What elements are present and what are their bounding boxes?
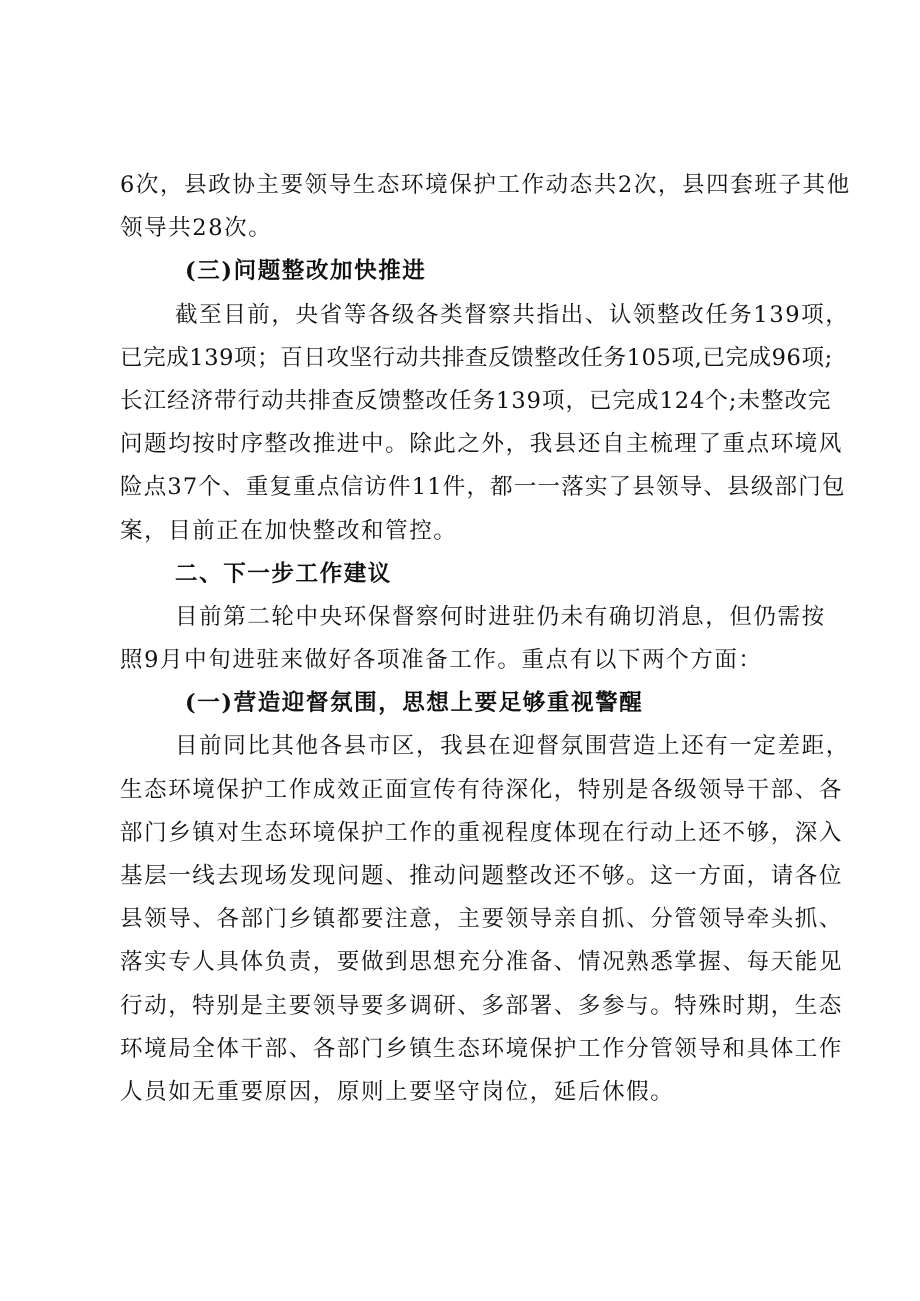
section-heading: 二、下一步工作建议: [175, 560, 392, 587]
paragraph-line: 案，目前正在加快整改和管控。: [120, 517, 458, 544]
paragraph-line: 已完成139项；百日攻坚行动共排查反馈整改任务105项,已完成96项;: [120, 344, 833, 371]
paragraph-line: 环境局全体干部、各部门乡镇生态环境保护工作分管领导和具体工作: [120, 1035, 844, 1062]
paragraph-line: 领导共28次。: [120, 215, 273, 242]
paragraph-line: 部门乡镇对生态环境保护工作的重视程度体现在行动上还不够，深入: [120, 819, 844, 846]
paragraph-line: 长江经济带行动共排查反馈整改任务139项，已完成124个;未整改完: [120, 387, 832, 414]
paragraph-line: 问题均按时序整改推进中。除此之外，我县还自主梳理了重点环境风: [120, 431, 844, 458]
paragraph-line: 目前第二轮中央环保督察何时进驻仍未有确切消息，但仍需按: [175, 603, 826, 630]
paragraph-line: 6次，县政协主要领导生态环境保护工作动态共2次，县四套班子其他: [120, 172, 851, 198]
paragraph-line: 基层一线去现场发现问题、推动问题整改还不够。这一方面，请各位: [120, 863, 844, 889]
document-body: [120, 164, 851, 1114]
paragraph-line: 落实专人具体负责，要做到思想充分准备、情况熟悉掌握、每天能见: [120, 949, 844, 976]
paragraph-line: 目前同比其他各县市区，我县在迎督氛围营造上还有一定差距，: [175, 733, 850, 760]
paragraph-line: 生态环境保护工作成效正面宣传有待深化，特别是各级领导干部、各: [120, 776, 844, 803]
paragraph-line: 险点37个、重复重点信访件11件，都一一落实了县领导、县级部门包: [120, 474, 846, 501]
paragraph-line: 人员如无重要原因，原则上要坚守岗位，延后休假。: [120, 1078, 675, 1105]
section-subheading: (三)问题整改加快推进: [185, 258, 427, 285]
paragraph-line: 照9月中旬进驻来做好各项准备工作。重点有以下两个方面：: [120, 647, 763, 674]
section-subheading: (一)营造迎督氛围，思想上要足够重视警醒: [185, 690, 644, 717]
paragraph-line: 截至目前，央省等各级各类督察共指出、认领整改任务139项，: [175, 301, 850, 328]
paragraph-line: 行动，特别是主要领导要多调研、多部署、多参与。特殊时期，生态: [120, 992, 844, 1019]
paragraph-line: 县领导、各部门乡镇都要注意，主要领导亲自抓、分管领导牵头抓、: [120, 906, 844, 933]
